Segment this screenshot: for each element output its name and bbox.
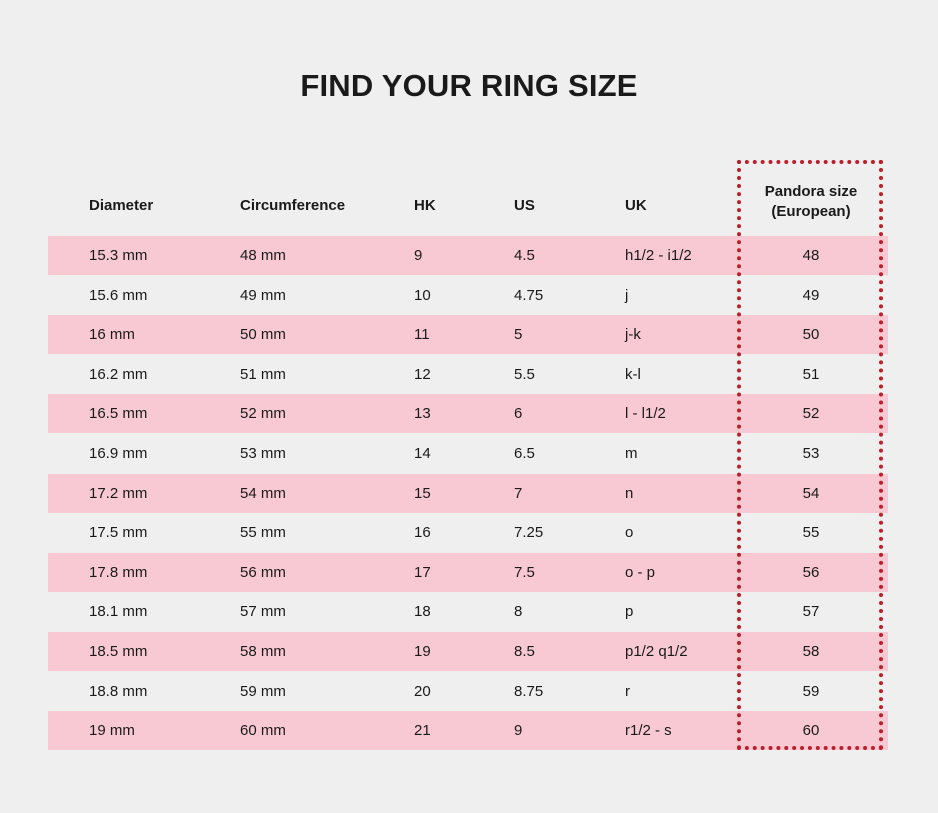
cell-pandora: 48 (802, 247, 820, 264)
cell-hk: 11 (414, 326, 430, 344)
cell-hk: 10 (414, 286, 431, 304)
cell-circumference: 49 mm (240, 286, 286, 304)
cell-pandora: 51 (802, 365, 820, 383)
cell-circumference: 60 mm (240, 722, 286, 740)
cell-hk: 16 (414, 524, 431, 542)
cell-hk: 13 (414, 405, 431, 423)
cell-diameter: 16.5 mm (89, 405, 148, 423)
cell-circumference: 50 mm (240, 326, 286, 344)
header-pandora-line1: Pandora size (764, 183, 858, 200)
cell-us: 9 (514, 722, 523, 740)
page-title: FIND YOUR RING SIZE (300, 68, 638, 103)
header-hk: HK (414, 197, 436, 214)
cell-uk: p (625, 603, 634, 621)
header-diameter: Diameter (89, 197, 154, 214)
cell-pandora: 50 (802, 326, 820, 344)
cell-hk: 12 (414, 365, 431, 383)
cell-circumference: 48 mm (240, 247, 286, 264)
cell-circumference: 51 mm (240, 365, 286, 383)
cell-us: 7.5 (514, 563, 535, 581)
cell-circumference: 54 mm (240, 484, 286, 502)
cell-pandora: 53 (802, 445, 820, 462)
cell-us: 4.75 (514, 286, 544, 304)
cell-diameter: 18.5 mm (89, 643, 148, 660)
cell-pandora: 60 (802, 722, 820, 740)
cell-uk: j (625, 286, 629, 304)
cell-uk: o (625, 524, 634, 542)
header-uk: UK (625, 197, 647, 214)
cell-us: 8 (514, 603, 523, 621)
cell-uk: p1/2 q1/2 (625, 643, 688, 660)
cell-diameter: 16 mm (89, 326, 135, 344)
cell-uk: k-l (625, 365, 641, 383)
cell-circumference: 53 mm (240, 445, 286, 462)
cell-uk: r (625, 682, 630, 700)
cell-circumference: 59 mm (240, 682, 286, 700)
cell-uk: j-k (625, 326, 641, 344)
cell-hk: 17 (414, 563, 431, 581)
cell-diameter: 17.5 mm (89, 524, 148, 542)
cell-circumference: 55 mm (240, 524, 286, 542)
cell-uk: l - l1/2 (625, 405, 666, 423)
cell-circumference: 56 mm (240, 563, 286, 581)
cell-us: 4.5 (514, 247, 535, 264)
cell-hk: 9 (414, 247, 423, 264)
cell-pandora: 57 (802, 603, 820, 621)
cell-diameter: 19 mm (89, 722, 135, 740)
cell-uk: n (625, 484, 634, 502)
cell-diameter: 18.8 mm (89, 682, 148, 700)
cell-circumference: 57 mm (240, 603, 286, 621)
cell-us: 7 (514, 484, 523, 502)
header-circumference: Circumference (240, 197, 346, 214)
cell-us: 7.25 (514, 524, 544, 542)
cell-pandora: 55 (802, 524, 820, 542)
pandora-column-highlight (737, 160, 883, 750)
cell-uk: h1/2 - i1/2 (625, 247, 692, 264)
cell-pandora: 56 (802, 563, 820, 581)
cell-pandora: 49 (802, 286, 820, 304)
header-pandora-line2: (European) (771, 203, 851, 220)
cell-hk: 15 (414, 484, 431, 502)
cell-hk: 21 (414, 722, 431, 740)
cell-uk: m (625, 445, 638, 462)
cell-diameter: 18.1 mm (89, 603, 148, 621)
cell-diameter: 15.3 mm (89, 247, 148, 264)
cell-circumference: 52 mm (240, 405, 286, 423)
header-us: US (514, 197, 535, 214)
cell-us: 6 (514, 405, 523, 423)
cell-pandora: 59 (802, 682, 820, 700)
cell-hk: 20 (414, 682, 431, 700)
cell-diameter: 16.9 mm (89, 445, 148, 462)
cell-diameter: 15.6 mm (89, 286, 148, 304)
cell-diameter: 17.8 mm (89, 563, 148, 581)
cell-pandora: 52 (802, 405, 820, 423)
cell-circumference: 58 mm (240, 643, 286, 660)
cell-pandora: 58 (802, 643, 820, 660)
cell-hk: 14 (414, 445, 431, 462)
cell-us: 8.75 (514, 682, 544, 700)
cell-hk: 18 (414, 603, 431, 621)
cell-us: 6.5 (514, 445, 535, 462)
cell-us: 8.5 (514, 643, 535, 660)
cell-diameter: 17.2 mm (89, 484, 148, 502)
cell-us: 5.5 (514, 365, 535, 383)
cell-diameter: 16.2 mm (89, 365, 148, 383)
cell-uk: o - p (625, 563, 656, 581)
cell-us: 5 (514, 326, 523, 344)
cell-pandora: 54 (802, 484, 820, 502)
cell-hk: 19 (414, 643, 431, 660)
cell-uk: r1/2 - s (625, 722, 672, 740)
